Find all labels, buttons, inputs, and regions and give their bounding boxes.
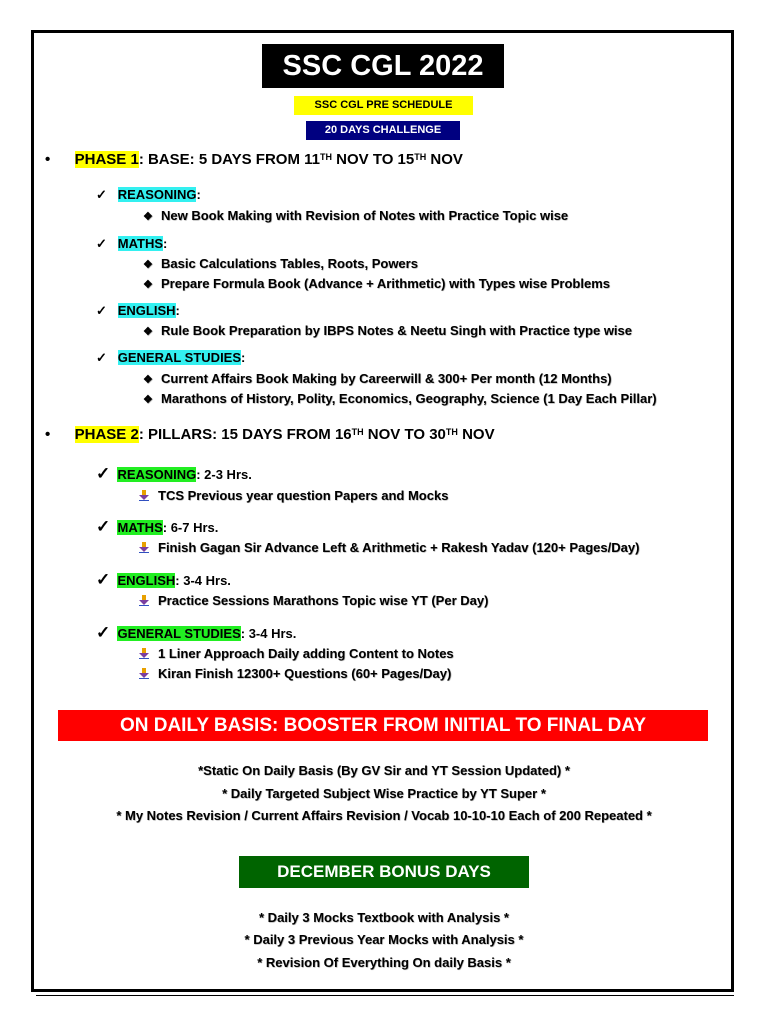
diamond-bullet-icon: ❖ bbox=[143, 279, 153, 291]
bullet-icon: • bbox=[45, 151, 51, 168]
phase2-label: PHASE 2 bbox=[74, 426, 139, 443]
down-arrow-bullet-icon bbox=[139, 490, 149, 501]
down-arrow-bullet-icon bbox=[139, 668, 149, 679]
list-item: ❖ Rule Book Preparation by IBPS Notes & Neetu Singh with Practice type wise bbox=[143, 322, 632, 341]
page-border bbox=[31, 30, 734, 992]
down-arrow-bullet-icon bbox=[139, 648, 149, 659]
check-icon: ✓ bbox=[96, 623, 111, 642]
daily-line: * My Notes Revision / Current Affairs Revision / Vocab 10-10-10 Each of 200 Repeated * bbox=[116, 808, 652, 823]
check-icon: ✓ bbox=[96, 517, 111, 536]
daily-booster-banner: ON DAILY BASIS: BOOSTER FROM INITIAL TO FINAL DAY bbox=[58, 710, 708, 741]
list-item: ❖ Marathons of History, Polity, Economics, Geography, Science (1 Day Each Pillar) bbox=[143, 390, 657, 409]
check-icon: ✓ bbox=[96, 303, 107, 318]
diamond-bullet-icon: ❖ bbox=[143, 211, 153, 223]
down-arrow-bullet-icon bbox=[139, 542, 149, 553]
list-item: ❖ New Book Making with Revision of Notes with Practice Topic wise bbox=[143, 207, 568, 226]
check-icon: ✓ bbox=[96, 187, 107, 202]
daily-line: *Static On Daily Basis (By GV Sir and YT Session Updated) * bbox=[198, 763, 570, 778]
check-icon: ✓ bbox=[96, 570, 111, 589]
challenge-badge: 20 DAYS CHALLENGE bbox=[306, 121, 460, 140]
phase2-subject-maths: ✓ MATHS: 6-7 Hrs. bbox=[96, 517, 219, 536]
phase1-label: PHASE 1 bbox=[74, 151, 139, 168]
phase1-heading: • PHASE 1: BASE: 5 DAYS FROM 11TH NOV TO 15TH NOV bbox=[45, 151, 463, 168]
list-item: ❖ Prepare Formula Book (Advance + Arithmetic) with Types wise Problems bbox=[143, 275, 610, 294]
phase2-subject-reasoning: ✓ REASONING: 2-3 Hrs. bbox=[96, 464, 252, 483]
schedule-subtitle: SSC CGL PRE SCHEDULE bbox=[294, 96, 473, 115]
bottom-rule bbox=[36, 995, 734, 996]
phase1-subject-reasoning: ✓ REASONING: bbox=[96, 187, 201, 202]
page-title: SSC CGL 2022 bbox=[262, 44, 504, 88]
phase1-subject-english: ✓ ENGLISH: bbox=[96, 303, 180, 318]
bullet-icon: • bbox=[45, 426, 51, 443]
bonus-line: * Daily 3 Mocks Textbook with Analysis * bbox=[259, 910, 509, 925]
check-icon: ✓ bbox=[96, 464, 111, 483]
check-icon: ✓ bbox=[96, 236, 107, 251]
list-item: Finish Gagan Sir Advance Left & Arithmetic + Rakesh Yadav (120+ Pages/Day) bbox=[139, 539, 639, 557]
phase1-subject-maths: ✓ MATHS: bbox=[96, 236, 168, 251]
list-item: ❖ Basic Calculations Tables, Roots, Powers bbox=[143, 255, 418, 274]
list-item: Practice Sessions Marathons Topic wise YT (Per Day) bbox=[139, 592, 488, 610]
phase1-subject-general-studies: ✓ GENERAL STUDIES: bbox=[96, 350, 246, 365]
down-arrow-bullet-icon bbox=[139, 595, 149, 606]
diamond-bullet-icon: ❖ bbox=[143, 394, 153, 406]
check-icon: ✓ bbox=[96, 350, 107, 365]
daily-line: * Daily Targeted Subject Wise Practice by YT Super * bbox=[222, 786, 546, 801]
diamond-bullet-icon: ❖ bbox=[143, 259, 153, 271]
diamond-bullet-icon: ❖ bbox=[143, 374, 153, 386]
diamond-bullet-icon: ❖ bbox=[143, 326, 153, 338]
phase2-heading: • PHASE 2: PILLARS: 15 DAYS FROM 16TH NOV TO 30TH NOV bbox=[45, 426, 495, 443]
bonus-line: * Revision Of Everything On daily Basis * bbox=[257, 955, 511, 970]
bonus-days-banner: DECEMBER BONUS DAYS bbox=[239, 856, 529, 888]
bonus-line: * Daily 3 Previous Year Mocks with Analysis * bbox=[244, 932, 524, 947]
phase2-subject-general-studies: ✓ GENERAL STUDIES: 3-4 Hrs. bbox=[96, 623, 297, 642]
list-item: ❖ Current Affairs Book Making by Careerwill & 300+ Per month (12 Months) bbox=[143, 370, 612, 389]
list-item: 1 Liner Approach Daily adding Content to Notes bbox=[139, 645, 454, 663]
phase2-subject-english: ✓ ENGLISH: 3-4 Hrs. bbox=[96, 570, 231, 589]
list-item: Kiran Finish 12300+ Questions (60+ Pages/Day) bbox=[139, 665, 451, 683]
list-item: TCS Previous year question Papers and Mocks bbox=[139, 487, 448, 505]
